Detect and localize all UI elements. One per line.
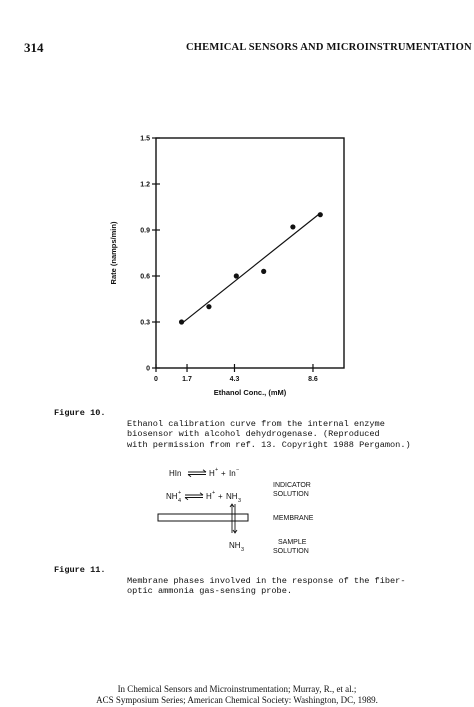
figure-10-caption-line: biosensor with alcohol dehydrogenase. (Reproduced: [127, 429, 380, 439]
eq1-in: In: [229, 469, 236, 478]
figure-10-label: Figure 10.: [54, 408, 106, 418]
page-number: 314: [24, 40, 44, 55]
indicator-solution-label: SOLUTION: [273, 491, 309, 498]
y-tick-label: 1.2: [140, 181, 150, 189]
eq2-nh-sub: 4: [178, 498, 182, 504]
x-tick-label: 1.7: [182, 376, 192, 383]
figure-11-label: Figure 11.: [54, 565, 106, 575]
eq2-h: H: [206, 492, 212, 501]
data-point: [290, 224, 295, 229]
running-title: CHEMICAL SENSORS AND MICROINSTRUMENTATION: [186, 42, 472, 53]
sample-label: SAMPLE: [278, 539, 307, 546]
bottom-nh3-sub: 3: [241, 547, 245, 553]
y-tick-label: 0.6: [140, 273, 150, 281]
figure-11-caption-line: Membrane phases involved in the response of the fiber-: [127, 575, 406, 586]
footer-citation-line-2: ACS Symposium Series; American Chemical Society: Washington, DC, 1989.: [96, 695, 378, 705]
y-tick-label: 0.3: [140, 319, 150, 327]
data-point: [179, 319, 184, 324]
plot-frame: [156, 138, 344, 368]
equilibrium-arrow-icon: [185, 493, 203, 500]
y-tick-label: 0: [146, 365, 150, 373]
eq1-h: H: [209, 469, 215, 478]
sample-solution-label: SOLUTION: [273, 548, 309, 555]
data-point: [206, 304, 211, 309]
eq1-plus: +: [221, 469, 226, 478]
eq2-nh-sup: +: [178, 490, 182, 496]
x-axis-label: Ethanol Conc., (mM): [213, 388, 287, 397]
x-tick-label: 0: [154, 376, 158, 383]
eq1-in-sup: −: [236, 467, 240, 473]
eq2-nh3: NH: [226, 492, 238, 501]
figure-10-caption-line: with permission from ref. 13. Copyright 1988 Pergamon.): [127, 439, 411, 450]
equilibrium-arrow-icon: [188, 470, 206, 477]
figure-11-diagram: [150, 462, 340, 558]
figure-10-caption-line: Ethanol calibration curve from the internal enzyme: [127, 418, 385, 429]
y-axis-label: Rate (namps/min): [109, 221, 118, 285]
eq1-hin: HIn: [169, 469, 182, 478]
eq2-nh3-sub: 3: [238, 498, 242, 504]
fit-line: [182, 213, 321, 323]
eq2-h-sup: +: [212, 490, 216, 496]
bottom-nh3: NH: [229, 541, 241, 550]
y-tick-label: 1.5: [140, 135, 150, 143]
data-point: [234, 273, 239, 278]
eq2-plus: +: [218, 492, 223, 501]
data-point: [261, 269, 266, 274]
x-tick-label: 4.3: [229, 376, 240, 383]
figure-10-chart: [100, 130, 360, 405]
x-tick-label: 8.6: [308, 376, 318, 383]
indicator-label: INDICATOR: [273, 482, 311, 489]
data-point: [318, 212, 323, 217]
membrane-bar: [158, 514, 248, 521]
y-tick-label: 0.9: [140, 227, 150, 235]
eq1-h-sup: +: [215, 467, 219, 473]
eq2-nh: NH: [166, 492, 178, 501]
figure-11-caption-line: optic ammonia gas-sensing probe.: [127, 586, 293, 596]
footer-citation-line-1: In Chemical Sensors and Microinstrumentation; Murray, R., et al.;: [117, 684, 357, 694]
figure-11-caption: [127, 565, 405, 607]
figure-10-caption: [127, 408, 411, 461]
membrane-label: MEMBRANE: [273, 515, 314, 522]
